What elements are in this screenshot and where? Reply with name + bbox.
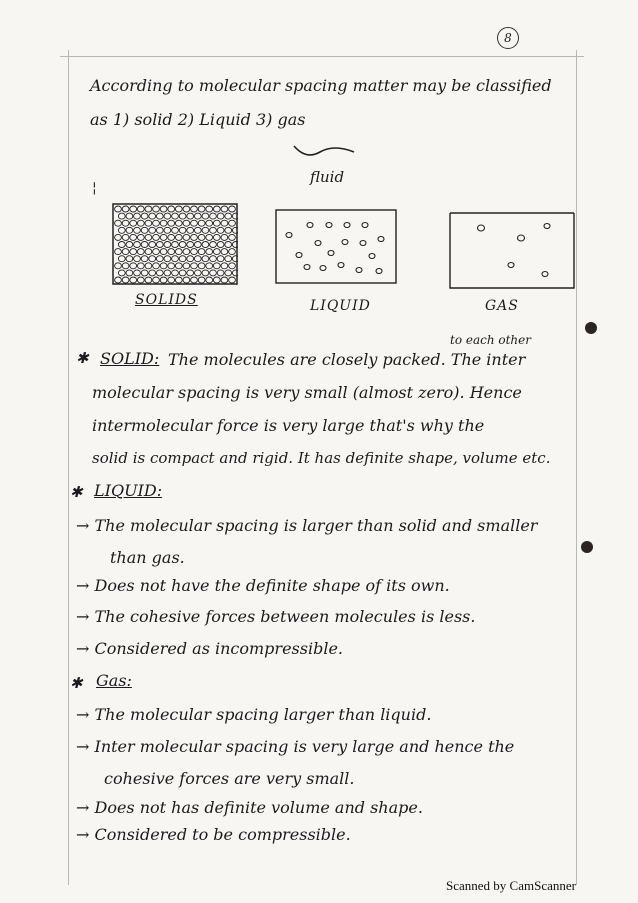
solid-molecule <box>206 206 213 212</box>
solid-molecule <box>168 277 175 283</box>
solid-molecule <box>134 227 141 233</box>
solid-molecule <box>118 242 125 248</box>
solid-molecule <box>122 206 129 212</box>
solid-molecule <box>217 270 224 276</box>
gas-bullet-star: ✱ <box>70 674 83 692</box>
solid-molecule <box>175 206 182 212</box>
solid-molecule <box>115 206 122 212</box>
solid-molecule <box>206 234 213 240</box>
solid-molecule <box>175 277 182 283</box>
solid-molecule <box>225 270 232 276</box>
solid-molecule <box>160 263 167 269</box>
solid-molecule <box>213 249 220 255</box>
solid-molecule <box>141 242 148 248</box>
solid-molecule <box>194 213 201 219</box>
solid-molecule <box>118 270 125 276</box>
liquid-line-3: → Does not have the definite shape of its own. <box>76 576 450 595</box>
solid-molecule <box>122 249 129 255</box>
solid-molecule <box>156 227 163 233</box>
solid-molecule <box>145 249 152 255</box>
solid-molecule <box>221 220 228 226</box>
solid-molecule <box>137 206 144 212</box>
solid-molecule <box>198 220 205 226</box>
solid-molecule <box>172 227 179 233</box>
solid-molecule <box>217 213 224 219</box>
liquid-line-5: → Considered as incompressible. <box>76 639 343 658</box>
solid-molecule <box>191 277 198 283</box>
solid-molecule <box>210 242 217 248</box>
solid-molecule <box>225 256 232 262</box>
solid-molecule <box>130 234 137 240</box>
solid-molecule <box>187 256 194 262</box>
solid-molecule <box>183 234 190 240</box>
solid-molecule <box>217 256 224 262</box>
solid-molecule <box>160 220 167 226</box>
solid-molecule <box>137 263 144 269</box>
solid-molecule <box>183 220 190 226</box>
solid-bullet-star: ✱ <box>76 349 89 367</box>
gas-line-4: → Does not has definite volume and shape. <box>76 798 423 817</box>
solid-diagram <box>112 203 238 285</box>
solid-molecule <box>145 220 152 226</box>
solid-molecule <box>179 256 186 262</box>
solid-molecule <box>156 256 163 262</box>
solid-molecule <box>198 277 205 283</box>
solid-molecule <box>206 277 213 283</box>
gas-line-3: cohesive forces are very small. <box>104 769 355 788</box>
solid-molecule <box>137 220 144 226</box>
gas-heading: Gas: <box>96 671 132 690</box>
solid-molecule <box>115 263 122 269</box>
fluid-label: fluid <box>310 168 345 186</box>
solid-molecule <box>164 242 171 248</box>
solid-molecule <box>115 277 122 283</box>
solid-heading: SOLID: <box>100 349 160 368</box>
solid-molecule <box>198 249 205 255</box>
solid-molecule <box>130 249 137 255</box>
solid-molecule <box>153 249 160 255</box>
solid-molecule <box>134 213 141 219</box>
solid-molecule <box>149 242 156 248</box>
solid-molecule <box>187 242 194 248</box>
gas-line-5: → Considered to be compressible. <box>76 825 351 844</box>
solid-molecule <box>115 220 122 226</box>
solid-molecule <box>118 227 125 233</box>
solid-molecule <box>122 220 129 226</box>
solid-caption: SOLIDS <box>135 292 198 308</box>
solid-molecule <box>229 249 236 255</box>
gas-caption: GAS <box>485 298 519 314</box>
solid-molecule <box>229 234 236 240</box>
solid-molecule <box>153 220 160 226</box>
solid-molecule <box>115 249 122 255</box>
solid-molecule <box>217 227 224 233</box>
solid-molecule <box>126 242 133 248</box>
solid-molecule <box>172 270 179 276</box>
solid-molecule <box>149 213 156 219</box>
solid-molecule <box>213 220 220 226</box>
margin-line-left <box>68 50 69 885</box>
solid-molecule <box>118 256 125 262</box>
margin-line-right <box>576 50 577 885</box>
gas-diagram <box>449 212 575 289</box>
solid-molecule <box>130 277 137 283</box>
solid-molecule <box>164 270 171 276</box>
solid-molecule <box>191 263 198 269</box>
solid-molecule <box>206 249 213 255</box>
top-rule <box>60 56 584 57</box>
binder-hole-bottom <box>581 541 593 553</box>
intro-line-1: According to molecular spacing matter may be classified <box>90 76 552 95</box>
solid-molecule <box>160 234 167 240</box>
solid-molecule <box>229 263 236 269</box>
solid-molecule <box>160 249 167 255</box>
solid-molecule <box>160 206 167 212</box>
solid-molecule <box>229 277 236 283</box>
solid-molecule <box>187 213 194 219</box>
solid-molecule <box>141 213 148 219</box>
solid-molecule <box>126 213 133 219</box>
solid-molecule <box>194 242 201 248</box>
fluid-brace <box>290 142 360 162</box>
solid-molecule <box>168 220 175 226</box>
solid-molecule <box>134 256 141 262</box>
solid-molecule <box>145 234 152 240</box>
solid-molecule <box>213 263 220 269</box>
solid-molecule <box>191 220 198 226</box>
liquid-bullet-star: ✱ <box>70 483 83 501</box>
solid-molecule <box>194 270 201 276</box>
solid-molecule <box>210 213 217 219</box>
solid-line-3: intermolecular force is very large that's why the <box>92 416 485 435</box>
solid-molecule <box>160 277 167 283</box>
solid-molecule <box>225 242 232 248</box>
solid-molecule <box>221 249 228 255</box>
solid-molecule <box>179 213 186 219</box>
solid-molecule <box>183 277 190 283</box>
liquid-line-2: than gas. <box>110 548 185 567</box>
solid-molecule <box>183 206 190 212</box>
solid-molecule <box>221 206 228 212</box>
solid-molecule <box>168 234 175 240</box>
solid-molecule <box>183 249 190 255</box>
solid-molecule <box>134 242 141 248</box>
solid-molecule <box>210 227 217 233</box>
solid-molecule <box>202 227 209 233</box>
solid-molecule <box>229 206 236 212</box>
solid-molecule <box>122 277 129 283</box>
solid-molecule <box>191 249 198 255</box>
page-number: 8 <box>497 27 519 49</box>
solid-molecule <box>202 256 209 262</box>
solid-molecule <box>134 270 141 276</box>
solid-molecule <box>206 263 213 269</box>
margin-mark: ¦ <box>92 180 97 196</box>
solid-molecule <box>122 263 129 269</box>
solid-molecule <box>175 249 182 255</box>
gas-line-1: → The molecular spacing larger than liquid. <box>76 705 432 724</box>
solid-molecule <box>172 213 179 219</box>
solid-molecule <box>137 249 144 255</box>
solid-molecule <box>213 277 220 283</box>
solid-molecule <box>156 213 163 219</box>
solid-molecule <box>175 263 182 269</box>
solid-molecule <box>153 234 160 240</box>
solid-molecule <box>187 270 194 276</box>
liquid-heading: LIQUID: <box>94 481 163 500</box>
solid-molecule <box>198 263 205 269</box>
solid-molecule <box>149 227 156 233</box>
solid-molecule <box>130 220 137 226</box>
solid-molecule <box>191 206 198 212</box>
solid-molecule <box>198 206 205 212</box>
solid-molecule <box>115 234 122 240</box>
solid-molecule <box>168 249 175 255</box>
solid-molecule <box>168 263 175 269</box>
solid-molecule <box>164 227 171 233</box>
solid-molecule <box>141 270 148 276</box>
solid-molecule <box>187 227 194 233</box>
solid-note-above: to each other <box>450 333 531 347</box>
solid-molecule <box>210 256 217 262</box>
solid-molecule <box>145 277 152 283</box>
solid-line-1: The molecules are closely packed. The inter <box>168 350 526 369</box>
solid-molecule <box>198 234 205 240</box>
solid-molecule <box>126 270 133 276</box>
solid-line-2: molecular spacing is very small (almost zero). Hence <box>92 383 522 402</box>
gas-line-2: → Inter molecular spacing is very large and hence the <box>76 737 515 756</box>
solid-molecule <box>213 206 220 212</box>
solid-molecule <box>153 206 160 212</box>
solid-molecule <box>183 263 190 269</box>
solid-molecule <box>191 234 198 240</box>
solid-molecule <box>229 220 236 226</box>
solid-molecule <box>156 270 163 276</box>
solid-molecule <box>126 227 133 233</box>
solid-molecule <box>225 213 232 219</box>
solid-molecule <box>175 220 182 226</box>
solid-molecule <box>145 206 152 212</box>
solid-molecule <box>194 227 201 233</box>
solid-molecule <box>130 206 137 212</box>
solid-molecule <box>210 270 217 276</box>
solid-molecule <box>179 270 186 276</box>
solid-molecule <box>168 206 175 212</box>
solid-molecule <box>153 277 160 283</box>
solid-molecule <box>202 270 209 276</box>
solid-molecule <box>156 242 163 248</box>
solid-molecule <box>221 277 228 283</box>
scanner-watermark: Scanned by CamScanner <box>446 878 576 893</box>
solid-molecule <box>145 263 152 269</box>
solid-molecule <box>221 234 228 240</box>
solid-line-4: solid is compact and rigid. It has definite shape, volume etc. <box>92 449 551 467</box>
solid-molecule <box>126 256 133 262</box>
solid-molecule <box>202 213 209 219</box>
solid-molecule <box>179 227 186 233</box>
solid-molecule <box>213 234 220 240</box>
solid-molecule <box>172 256 179 262</box>
solid-molecule <box>202 242 209 248</box>
solid-molecule <box>137 234 144 240</box>
liquid-line-4: → The cohesive forces between molecules is less. <box>76 607 476 626</box>
solid-molecule <box>217 242 224 248</box>
solid-molecule <box>221 263 228 269</box>
solid-molecule <box>164 256 171 262</box>
liquid-caption: LIQUID <box>310 298 371 314</box>
solid-molecule <box>225 227 232 233</box>
solid-molecule <box>137 277 144 283</box>
solid-molecule <box>141 256 148 262</box>
solid-molecule <box>149 270 156 276</box>
solid-molecule <box>194 256 201 262</box>
liquid-line-1: → The molecular spacing is larger than solid and smaller <box>76 516 538 535</box>
solid-molecule <box>179 242 186 248</box>
solid-molecule <box>172 242 179 248</box>
solid-molecule <box>149 256 156 262</box>
binder-hole-top <box>585 322 597 334</box>
solid-molecule <box>141 227 148 233</box>
intro-line-2: as 1) solid 2) Liquid 3) gas <box>90 110 306 129</box>
solid-molecule <box>130 263 137 269</box>
solid-molecule <box>153 263 160 269</box>
liquid-diagram <box>275 209 397 284</box>
solid-molecule <box>164 213 171 219</box>
solid-molecule <box>122 234 129 240</box>
solid-molecule <box>206 220 213 226</box>
solid-molecule <box>118 213 125 219</box>
solid-molecule <box>175 234 182 240</box>
